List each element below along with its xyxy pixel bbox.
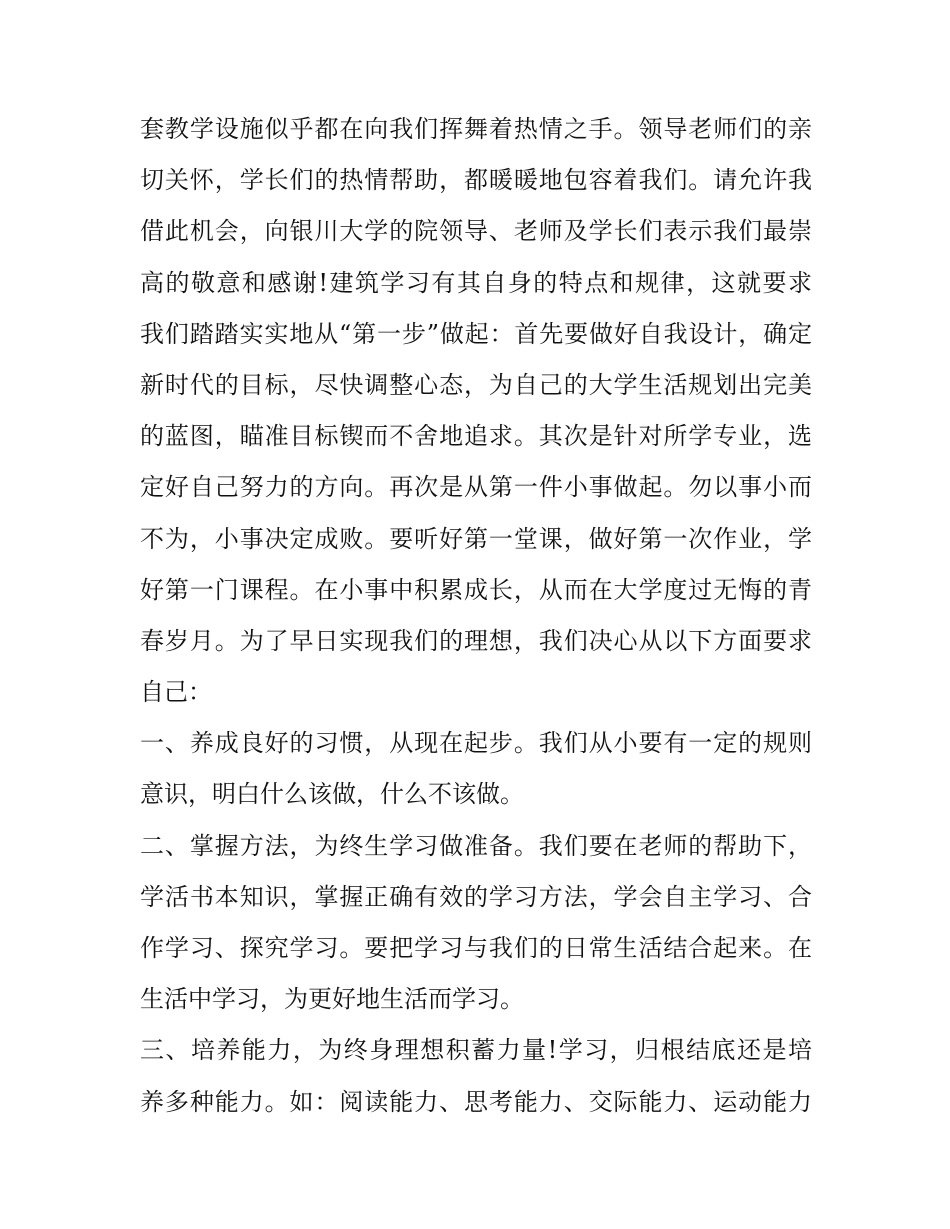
text-line: 二、掌握方法，为终生学习做准备。我们要在老师的帮助下， <box>140 831 812 860</box>
text-line: 我们踏踏实实地从“第一步”做起：首先要做好自我设计，确定 <box>140 319 812 348</box>
text-line: 养多种能力。如：阅读能力、思考能力、交际能力、运动能力 <box>140 1087 812 1116</box>
text-line: 意识，明白什么该做，什么不该做。 <box>140 780 524 809</box>
text-line: 套教学设施似乎都在向我们挥舞着热情之手。领导老师们的亲 <box>140 115 812 143</box>
text-line: 不为，小事决定成败。要听好第一堂课，做好第一次作业，学 <box>140 524 812 553</box>
text-line: 学活书本知识，掌握正确有效的学习方法，学会自主学习、合 <box>140 882 812 911</box>
body-text <box>140 104 812 1128</box>
text-line: 的蓝图，瞄准目标锲而不舍地追求。其次是针对所学专业，选 <box>140 422 812 451</box>
text-line: 定好自己努力的方向。再次是从第一件小事做起。勿以事小而 <box>140 473 812 502</box>
text-line: 切关怀，学长们的热情帮助，都暖暖地包容着我们。请允许我 <box>140 166 812 195</box>
text-line: 新时代的目标，尽快调整心态，为自己的大学生活规划出完美 <box>140 370 812 399</box>
text-line: 一、养成良好的习惯，从现在起步。我们从小要有一定的规则 <box>140 729 812 758</box>
text-line: 好第一门课程。在小事中积累成长，从而在大学度过无悔的青 <box>140 575 812 604</box>
text-line: 借此机会，向银川大学的院领导、老师及学长们表示我们最崇 <box>140 217 812 246</box>
text-line: 作学习、探究学习。要把学习与我们的日常生活结合起来。在 <box>140 934 812 962</box>
text-line: 高的敬意和感谢!建筑学习有其自身的特点和规律，这就要求 <box>140 268 812 297</box>
text-line: 生活中学习，为更好地生活而学习。 <box>140 985 524 1014</box>
text-line: 春岁月。为了早日实现我们的理想，我们决心从以下方面要求 <box>140 626 812 655</box>
text-line: 三、培养能力，为终身理想积蓄力量!学习，归根结底还是培 <box>140 1036 812 1065</box>
text-line: 自己： <box>140 678 212 707</box>
